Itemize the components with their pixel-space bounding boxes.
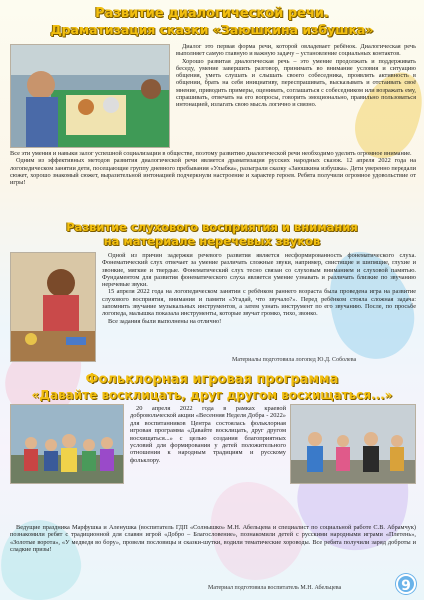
section1-photo-puppet-show [10,44,170,148]
section2-paragraph-3: Все задания были выполнены на отлично! [108,317,222,325]
section3-credit: Материал подготовила воспитатель М.Н. Абельцева [208,585,342,591]
section1-text-full [10,150,416,186]
section1-paragraph-1: Диалог это первая форма речи, которой овладевает ребёнок. Диалогическая речь выполняет самую главную и важную задачу – установление социальных контактов. [176,43,416,58]
section3-photo-dance [290,404,416,484]
section1-text-right [176,43,416,109]
section1-paragraph-3: Все эти умения и навыки залог успешной социализации в обществе, поэтому развитию диалогической речи необходимо уделять огромное внимание. [10,150,412,157]
section3-text-middle [130,405,286,464]
section3-photo-group [10,404,124,484]
section3-text-bottom [10,524,416,553]
section3-paragraph-1: 20 апреля 2022 года в рамках краевой добровольческой акции «Весенняя Неделя Добра - 2022» для воспитанников Центра состоялась фольклорная игровая программа «Давайте восклицать, друг другом восхищаться...» с целью создания благоприятных условий для формирования у детей положительного отношения к народным традициям и русскому фольклору. [130,405,286,464]
section2-paragraph-2: 15 апреля 2022 года на логопедическом занятии с ребёнком раннего возраста была проведена игра на развитие слухового восприятия, внимания и памяти «Угадай, что звучало?». Перед ребёнком стояла сложная задача: запомнить звучание музыкальных инструментов, а затем узнать инструмент по его звучанию. После, по просьбе логопеда, малышка показала инструменты, которые звучат громко, тихо, звонко. [102,288,416,318]
section3-title-line1: Фольклорная игровая программа [85,372,339,387]
section1-title-line2: Драматизация сказки «Заюшкина избушка» [50,22,374,37]
page-number-badge: 9 [396,574,416,594]
section2-photo-instruments [10,252,96,362]
section1-paragraph-2: Хорошо развитая диалогическая речь – это умение продолжать и поддерживать беседу, умение завершить разговор, принимать во внимание условия и ситуацию общения, уметь слушать и слышать своего собеседника, проявлять активность в общении, брать на себя инициативу, переспрашивать, высказывать и отстаивать своё мнение, приводить примеры, оценивать, соглашаться с собеседником или возражать ему, спрашивать, отвечать на его вопросы, говорить эмоционально, правильно пользоваться интонацией, излагать свою мысль логично и связно. [176,57,416,109]
section2-text [102,252,416,325]
section3-title-line2: «Давайте восклицать, друг другом восхищаться...» [31,388,393,402]
section1-title-line1: Развитие диалогической речи. [95,6,329,21]
section2-credit: Материалы подготовила логопед Ю.Д. Соболева [232,357,357,363]
section1-paragraph-4: Одним из эффективных методов развития диалогической речи является драматизация русских народных сказок. 12 апреля 2022 года на логопедическом занятии дети, посещающие группу дневного пребывания «Улыбка», разыграли сказку «Заюшкина избушка». Дети уверенно передали сюжет, хорошо знакомый сюжет, выразительной интонацией подчеркнули настроение и характер героев. Ребята получили огромное удовольствие от игры! [10,157,416,187]
section2-paragraph-1: Одной из причин задержки речевого развития является несформированность фонематического слуха. Фонематический слух отвечает за умение различать сложные звуки, например, свистящие и шипящие, глухие и звонкие, мягкие и твердые. Фонематический слух тесно связан со слуховым вниманием и слуховой памятью. Фундаментом для развития фонематического слуха является умение узнавать и различать близкие по звучанию неречевые звуки. [102,252,416,289]
section2-title-line2: на материале неречевых звуков [103,234,321,248]
section2-title-line1: Развитие слухового восприятия и внимания [66,220,358,234]
section3-paragraph-2: Ведущие праздника Марфушка и Аленушка (воспитатель ГДП «Солнышко» М.Н. Абельцева и специалист по социальной работе С.В. Абрамчук) познакомили ребят с традиционной для славян игрой «Добро – Благословение», познакомили детей с русскими народными играми «Плетень», «Золотые ворота», «У медведя во бору», провели пословицы и сказки-шутки, водили тематические хороводы. Все ребята получили заряд доброты и сладкие призы! [10,524,416,553]
